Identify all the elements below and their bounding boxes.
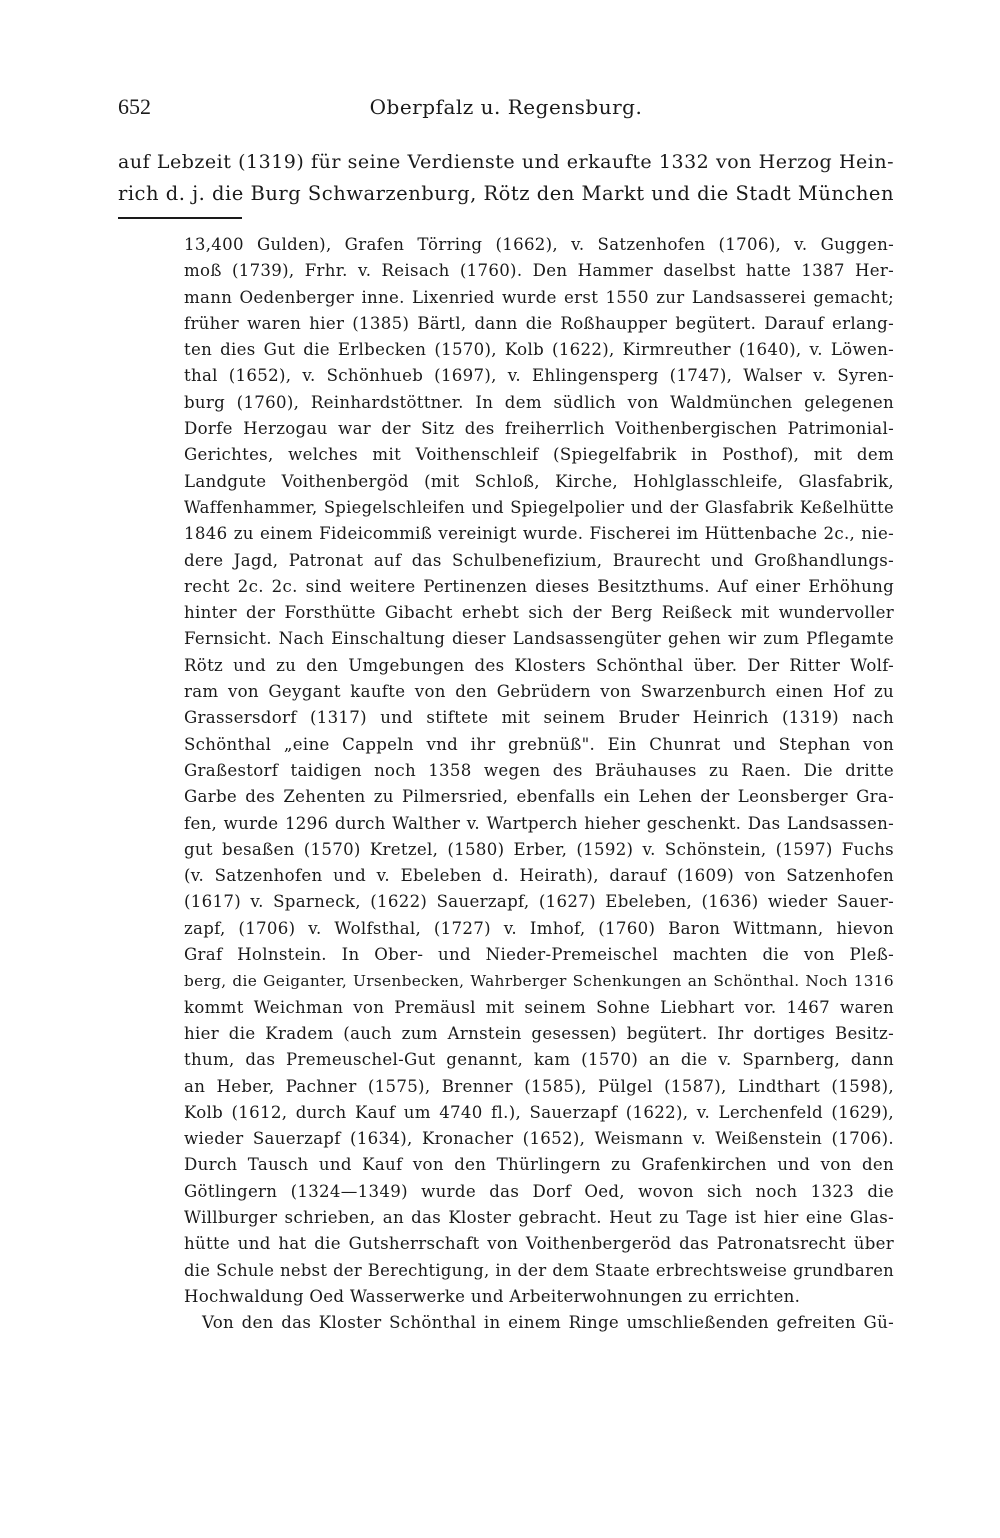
text-line: an Heber, Pachner (1575), Brenner (1585), Pülgel (1587), Lindthart (1598), <box>184 1076 894 1096</box>
text-line: (v. Satzenhofen und v. Ebeleben d. Heirath), darauf (1609) von Satzenhofen <box>184 866 894 886</box>
footnote-text <box>184 232 894 1336</box>
text-line: ram von Geygant kaufte von den Gebrüdern von Swarzenburch einen Hof zu <box>184 682 894 702</box>
running-title: Oberpfalz u. Regensburg. <box>369 95 643 119</box>
text-line: rich d. j. die Burg Schwarzenburg, Rötz den Markt und die Stadt München <box>118 182 895 205</box>
text-line: recht 2c. 2c. sind weitere Pertinenzen dieses Besitzthums. Auf einer Erhöhung <box>184 576 894 596</box>
text-line: Landgute Voithenbergöd (mit Schloß, Kirche, Hohlglasschleife, Glasfabrik, <box>184 471 894 491</box>
text-line: Durch Tausch und Kauf von den Thürlingern zu Grafenkirchen und von den <box>184 1155 894 1175</box>
text-line: Gerichtes, welches mit Voithenschleif (Spiegelfabrik in Posthof), mit dem <box>184 445 894 465</box>
text-line: Dorfe Herzogau war der Sitz des freiherrlich Voithenbergischen Patrimonial- <box>184 419 894 439</box>
text-line: dere Jagd, Patronat auf das Schulbenefizium, Braurecht und Großhandlungs- <box>184 550 894 570</box>
text-line: Grassersdorf (1317) und stiftete mit seinem Bruder Heinrich (1319) nach <box>184 708 894 728</box>
text-line: Graf Holnstein. In Ober- und Nieder-Premeischel machten die von Pleß- <box>184 945 894 965</box>
main-text-continuation <box>118 146 894 210</box>
text-line: thal (1652), v. Schönhueb (1697), v. Ehlingensperg (1747), Walser v. Syren- <box>184 366 894 386</box>
page-number: 652 <box>118 94 151 119</box>
text-line: die Schule nebst der Berechtigung, in der dem Staate erbrechtsweise grundbaren <box>184 1260 894 1280</box>
text-line: wieder Sauerzapf (1634), Kronacher (1652), Weismann v. Weißenstein (1706). <box>184 1129 894 1149</box>
text-line: gut besaßen (1570) Kretzel, (1580) Erber, (1592) v. Schönstein, (1597) Fuchs <box>184 839 894 859</box>
text-line: Garbe des Zehenten zu Pilmersried, ebenfalls ein Lehen der Leonsberger Gra- <box>184 787 894 807</box>
text-line: Von den das Kloster Schönthal in einem Ringe umschließenden gefreiten Gü- <box>202 1313 894 1333</box>
text-line: berg, die Geiganter, Ursenbecken, Wahrberger Schenkungen an Schönthal. Noch 1316 <box>184 972 894 991</box>
text-line: ten dies Gut die Erlbecken (1570), Kolb (1622), Kirmreuther (1640), v. Löwen- <box>184 340 894 360</box>
text-line: Götlingern (1324—1349) wurde das Dorf Oed, wovon sich noch 1323 die <box>184 1181 894 1201</box>
text-line: zapf, (1706) v. Wolfsthal, (1727) v. Imhof, (1760) Baron Wittmann, hievon <box>184 918 894 938</box>
page-header <box>118 92 894 126</box>
text-line: burg (1760), Reinhardstöttner. In dem südlich von Waldmünchen gelegenen <box>184 392 894 412</box>
text-line: Hochwaldung Oed Wasserwerke und Arbeiterwohnungen zu errichten. <box>184 1286 801 1306</box>
text-line: 13,400 Gulden), Grafen Törring (1662), v. Satzenhofen (1706), v. Guggen- <box>184 235 894 254</box>
text-line: hütte und hat die Gutsherrschaft von Voithenbergeröd das Patronatsrecht über <box>184 1234 894 1254</box>
text-line: fen, wurde 1296 durch Walther v. Wartperch hieher geschenkt. Das Landsassen- <box>184 813 894 833</box>
text-line: auf Lebzeit (1319) für seine Verdienste und erkaufte 1332 von Herzog Hein- <box>118 151 894 173</box>
text-line: Rötz und zu den Umgebungen des Klosters Schönthal über. Der Ritter Wolf- <box>184 655 894 675</box>
text-line: früher waren hier (1385) Bärtl, dann die Roßhaupper begütert. Darauf erlang- <box>184 313 894 333</box>
text-line: (1617) v. Sparneck, (1622) Sauerzapf, (1627) Ebeleben, (1636) wieder Sauer- <box>184 892 894 912</box>
text-line: Schönthal „eine Cappeln vnd ihr grebnüß". Ein Chunrat und Stephan von <box>184 734 894 754</box>
text-line: moß (1739), Frhr. v. Reisach (1760). Den Hammer daselbst hatte 1387 Her- <box>184 261 894 281</box>
text-line: hinter der Forsthütte Gibacht erhebt sich der Berg Reißeck mit wundervoller <box>184 603 894 623</box>
text-line: mann Oedenberger inne. Lixenried wurde erst 1550 zur Landsasserei gemacht; <box>184 287 894 307</box>
text-line: Willburger schrieben, an das Kloster gebracht. Heut zu Tage ist hier eine Glas- <box>184 1207 894 1227</box>
text-line: Graßestorf taidigen noch 1358 wegen des Bräuhauses zu Raen. Die dritte <box>184 760 894 780</box>
text-line: thum, das Premeuschel-Gut genannt, kam (1570) an die v. Sparnberg, dann <box>184 1050 894 1070</box>
text-line: 1846 zu einem Fideicommiß vereinigt wurde. Fischerei im Hüttenbache 2c., nie- <box>184 524 894 544</box>
footnote-rule <box>118 217 242 219</box>
text-line: Fernsicht. Nach Einschaltung dieser Landsassengüter gehen wir zum Pflegamte <box>184 629 894 649</box>
text-line: Kolb (1612, durch Kauf um 4740 fl.), Sauerzapf (1622), v. Lerchenfeld (1629), <box>184 1102 894 1122</box>
text-line: hier die Kradem (auch zum Arnstein gesessen) begütert. Ihr dortiges Besitz- <box>184 1023 894 1043</box>
text-line: Waffenhammer, Spiegelschleifen und Spiegelpolier und der Glasfabrik Keßelhütte <box>184 497 894 517</box>
text-line: kommt Weichman von Premäusl mit seinem Sohne Liebhart vor. 1467 waren <box>184 997 894 1017</box>
